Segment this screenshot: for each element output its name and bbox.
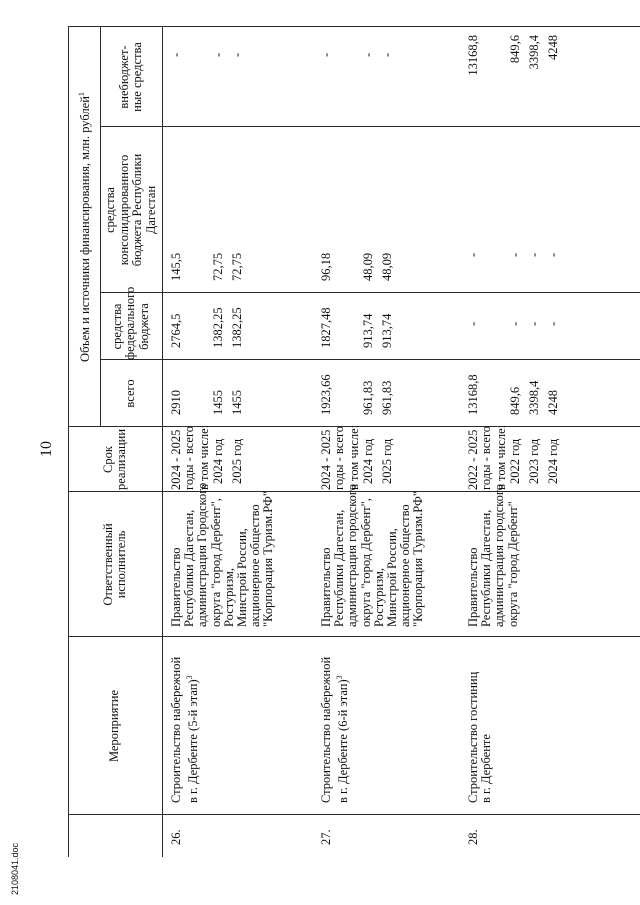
amount-total: 961,83 — [380, 380, 394, 415]
grid-col-line — [100, 292, 640, 293]
period-cell: 2022 - 2025 годы - всего — [466, 425, 494, 490]
row-event: Строительство набережной в г. Дербенте (6-й этап)$^3$ — [319, 656, 351, 803]
amount-extrabudgetary: 13168,8 — [466, 35, 480, 76]
amount-federal: 913,74 — [361, 313, 375, 348]
row-number: 26. — [169, 829, 183, 845]
row-event: Строительство набережной в г. Дербенте (5-й этап)$^3$ — [169, 656, 201, 803]
period-cell: 2022 год — [508, 438, 522, 484]
amount-consolidated: 48,09 — [361, 252, 375, 281]
amount-consolidated: - — [466, 252, 480, 257]
period-cell: в том числе: — [347, 424, 361, 490]
amount-extrabudgetary: 849,6 — [508, 35, 522, 64]
grid-col-line — [68, 26, 640, 27]
header-event: Мероприятие — [107, 689, 121, 763]
amount-extrabudgetary: 4248 — [546, 35, 560, 60]
amount-federal: 1827,48 — [319, 307, 333, 348]
grid-header-bottom-line — [162, 27, 163, 857]
amount-consolidated: - — [527, 252, 541, 257]
amount-federal: - — [508, 321, 522, 326]
amount-federal: 1382,25 — [211, 307, 225, 348]
amount-extrabudgetary: - — [211, 52, 225, 57]
amount-consolidated: 72,75 — [211, 252, 225, 281]
period-cell: 2025 год — [230, 438, 244, 484]
header-total: всего — [123, 379, 137, 408]
row-executor: Правительство Республики Дагестан, администрация городского округа "город Дербент" — [466, 484, 520, 627]
amount-total: 4248 — [546, 390, 560, 415]
footnote-marker: 3 — [185, 675, 195, 680]
row-number: 28. — [466, 829, 480, 845]
row-executor: Правительство Республики Дагестан, администрация городского округа "город Дербент", Ростуризм, Минстрой России, акционерное общество "Корпорация Туризм.РФ" — [319, 484, 426, 627]
amount-federal: - — [546, 321, 560, 326]
amount-total: 1455 — [211, 390, 225, 415]
footnote-marker: 1 — [77, 92, 86, 97]
page-number: 10 — [38, 441, 55, 457]
amount-consolidated: 48,09 — [380, 252, 394, 281]
amount-extrabudgetary: - — [230, 52, 244, 57]
header-extrabudgetary: внебюджет- ные средства — [116, 42, 144, 112]
amount-extrabudgetary: - — [380, 52, 394, 57]
header-period: Срок реализации — [100, 428, 128, 491]
footnote-marker: 3 — [335, 675, 345, 680]
period-cell: 2024 год — [361, 438, 375, 484]
grid-col-line — [68, 814, 640, 815]
period-cell: 2024 год — [211, 438, 225, 484]
grid-group-line — [100, 27, 101, 427]
period-cell: 2024 - 2025 годы - всего — [169, 425, 197, 490]
amount-consolidated: - — [546, 252, 560, 257]
grid-col-line — [68, 636, 640, 637]
amount-extrabudgetary: - — [169, 52, 183, 57]
amount-federal: 913,74 — [380, 313, 394, 348]
header-consolidated: средства консолидированного бюджета Республики Дагестан — [103, 153, 158, 267]
amount-extrabudgetary: - — [361, 52, 375, 57]
amount-total: 1455 — [230, 390, 244, 415]
amount-federal: 2764,5 — [169, 313, 183, 348]
amount-total: 3398,4 — [527, 380, 541, 415]
period-cell: в том числе: — [197, 424, 211, 490]
amount-consolidated: - — [508, 252, 522, 257]
amount-total: 13168,8 — [466, 374, 480, 415]
grid-top-line — [68, 27, 69, 857]
period-cell: 2024 год — [546, 438, 560, 484]
amount-extrabudgetary: - — [319, 52, 333, 57]
row-number: 27. — [319, 829, 333, 845]
amount-consolidated: 72,75 — [230, 252, 244, 281]
period-cell: 2023 год — [527, 438, 541, 484]
amount-federal: - — [527, 321, 541, 326]
amount-total: 1923,66 — [319, 374, 333, 415]
footer-filename: 2108041.doc — [10, 842, 20, 895]
amount-federal: 1382,25 — [230, 307, 244, 348]
period-cell: 2024 - 2025 годы - всего — [319, 425, 347, 490]
amount-total: 2910 — [169, 390, 183, 415]
amount-consolidated: 96,18 — [319, 252, 333, 281]
amount-federal: - — [466, 321, 480, 326]
period-cell: 2025 год — [380, 438, 394, 484]
row-event: Строительство гостиниц в г. Дербенте — [466, 671, 494, 803]
period-cell: в том числе: — [494, 424, 508, 490]
header-federal: средства федерального бюджета — [109, 286, 151, 360]
amount-extrabudgetary: 3398,4 — [527, 35, 541, 70]
amount-total: 849,6 — [508, 386, 522, 415]
grid-col-line — [100, 359, 640, 360]
header-executor: Ответственный исполнитель — [100, 523, 128, 606]
row-executor: Правительство Республики Дагестан, администрация Городского округа "город Дербент", Ростуризм, Минстрой России, акционерное общество "Корпорация Туризм.РФ" — [169, 482, 276, 627]
amount-consolidated: 145,5 — [169, 252, 183, 281]
amount-total: 961,83 — [361, 380, 375, 415]
header-funding-group: Объем и источники финансирования, млн. рублей$^1$ — [77, 92, 93, 362]
